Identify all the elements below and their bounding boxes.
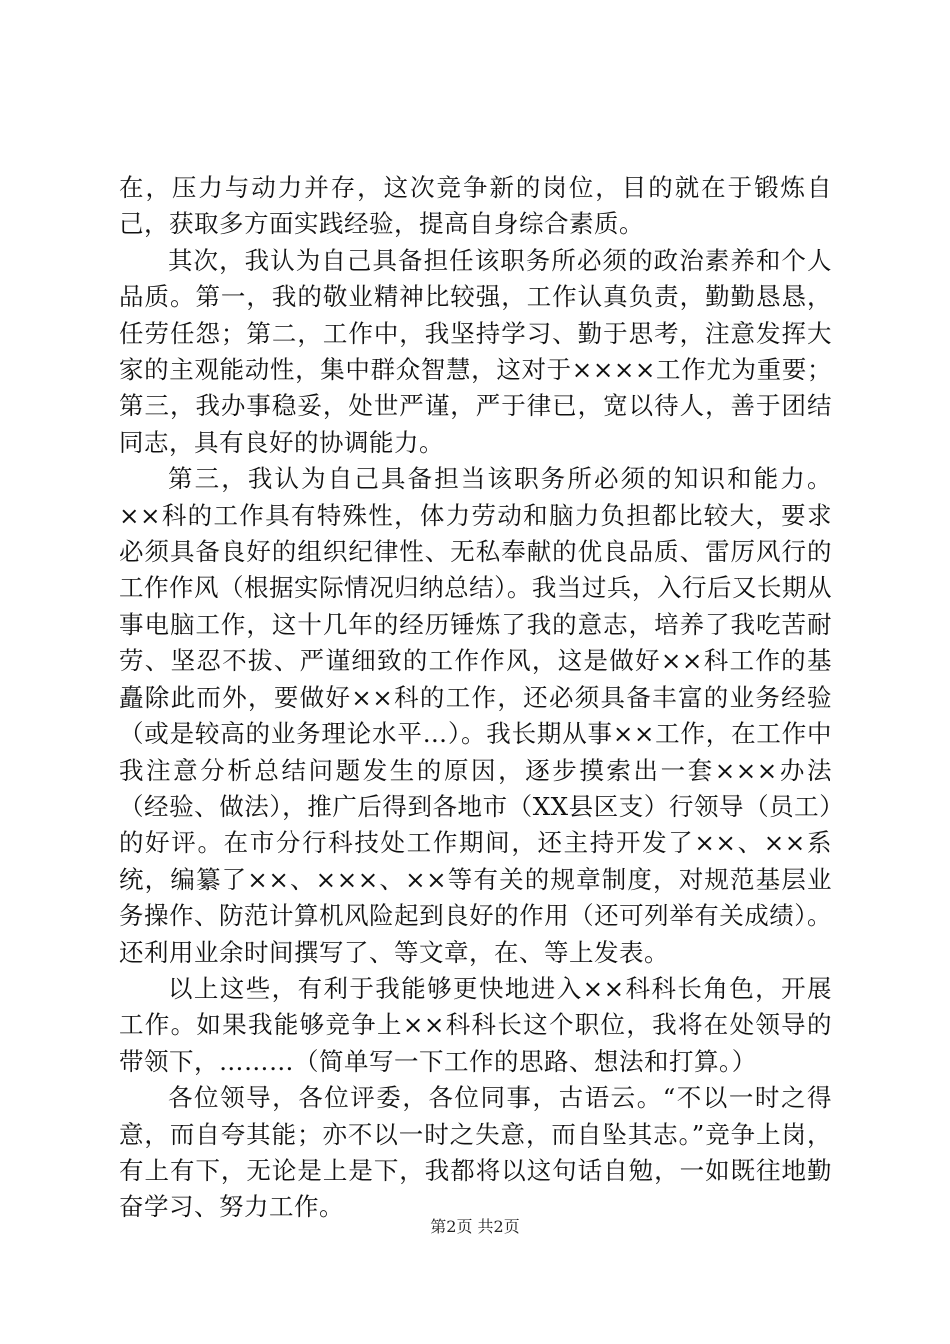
paragraph-work-plan: 以上这些，有利于我能够更快地进入××科科长角色，开展工作。如果我能够竞争上××科科长这个职位，我将在处领导的带领下，………（简单写一下工作的思路、想法和打算。） [119,973,832,1076]
page-footer: 第2页 共2页 [430,1217,520,1236]
paragraph-knowledge-ability: 第三，我认为自己具备担当该职务所必须的知识和能力。××科的工作具有特殊性，体力劳动和脑力负担都比较大，要求必须具备良好的组织纪律性、无私奉献的优良品质、雷厉风行的工作作风（根据实际情况归纳总结）。我当过兵，入行后又长期从事电脑工作，这十几年的经历锤炼了我的意志，培养了我吃苦耐劳、坚忍不拔、严谨细致的工作作风，这是做好××科工作的基矗除此而外，要做好××科的工作，还必须具备丰富的业务经验（或是较高的业务理论水平…）。我长期从事××工作，在工作中我注意分析总结问题发生的原因，逐步摸索出一套×××办法（经验、做法），推广后得到各地市（XX县区支）行领导（员工）的好评。在市分行科技处工作期间，还主持开发了××、××系统，编纂了××、×××、××等有关的规章制度，对规范基层业务操作、防范计算机风险起到良好的作用（还可列举有关成绩）。还利用业余时间撰写了、等文章，在、等上发表。 [119,464,832,967]
document-body [119,170,832,1226]
paragraph-closing: 各位领导，各位评委，各位同事，古语云。“不以一时之得意，而自夸其能；亦不以一时之失意，而自坠其志。”竞争上岗，有上有下，无论是上是下，我都将以这句话自勉，一如既往地勤奋学习、努力工作。 [119,1083,832,1222]
paragraph-continuation: 在，压力与动力并存，这次竞争新的岗位，目的就在于锻炼自己，获取多方面实践经验，提高自身综合素质。 [119,173,832,239]
paragraph-political-quality: 其次，我认为自己具备担任该职务所必须的政治素养和个人品质。第一，我的敬业精神比较强，工作认真负责，勤勤恳恳，任劳任怨；第二，工作中，我坚持学习、勤于思考，注意发挥大家的主观能动性，集中群众智慧，这对于××××工作尤为重要；第三，我办事稳妥，处世严谨，严于律已，宽以待人，善于团结同志，具有良好的协调能力。 [119,245,832,457]
